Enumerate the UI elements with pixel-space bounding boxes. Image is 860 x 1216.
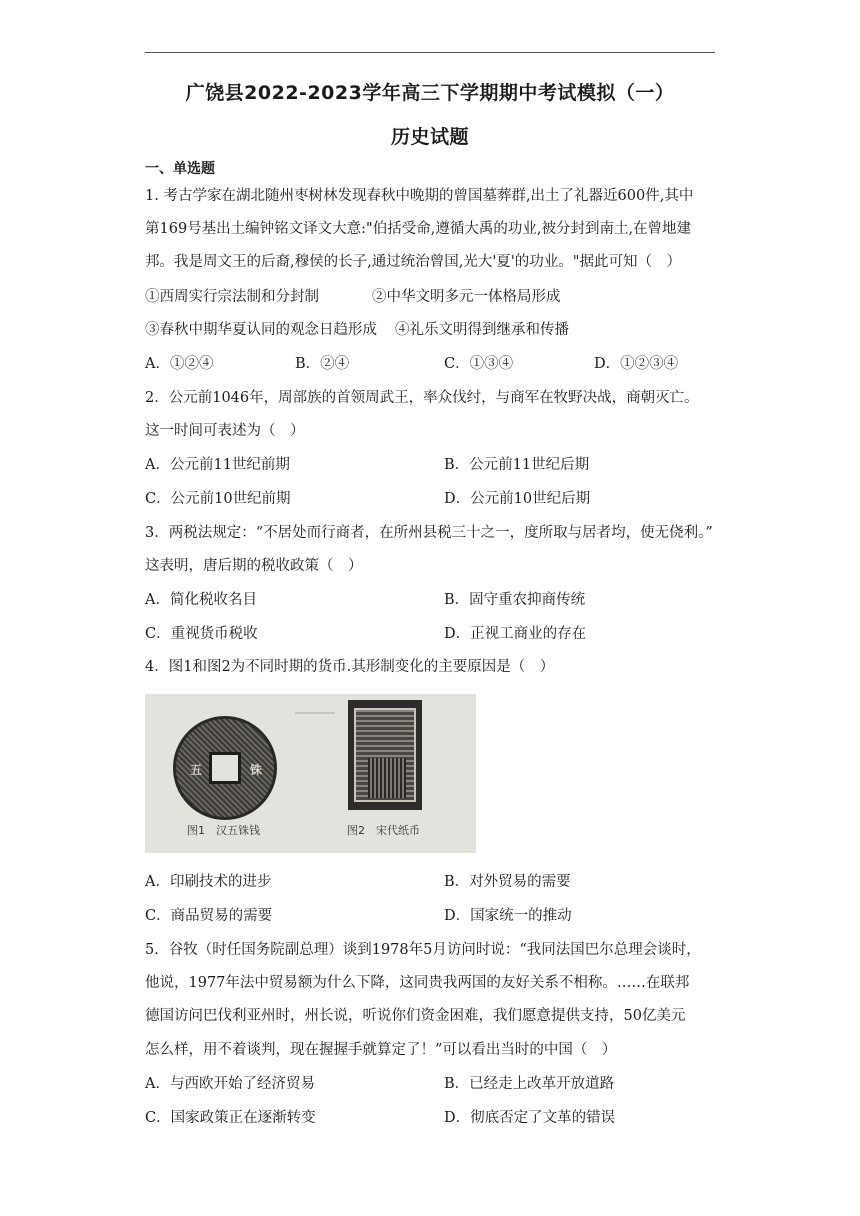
coin-char-left: 五 xyxy=(190,763,203,777)
exam-subtitle: 历史试题 xyxy=(390,126,469,148)
figure1-caption: 图1 汉五铢钱 xyxy=(187,824,260,837)
q2-text-line-1: 2．公元前1046年，周部族的首领周武王，率众伐纣，与商军在牧野决战，商朝灭亡。 xyxy=(145,390,699,406)
q1-statement-2: ②中华文明多元一体格局形成 xyxy=(372,289,561,305)
currency-figure xyxy=(145,694,476,853)
coin-char-right: 铢 xyxy=(250,763,263,777)
section-heading: 一、单选题 xyxy=(145,161,215,177)
q2-option-a[interactable]: A．公元前11世纪前期 xyxy=(145,457,290,473)
note-illustration xyxy=(368,758,406,798)
q3-option-c[interactable]: C．重视货币税收 xyxy=(145,626,258,642)
q3-option-a[interactable]: A．简化税收名目 xyxy=(145,592,257,608)
q1-statement-1: ①西周实行宗法制和分封制 xyxy=(145,289,319,305)
q3-text-line-2: 这表明，唐后期的税收政策（ ） xyxy=(145,558,363,574)
q4-option-d[interactable]: D．国家统一的推动 xyxy=(444,908,572,924)
note-border xyxy=(354,708,416,802)
q3-option-b[interactable]: B．固守重农抑商传统 xyxy=(444,592,586,608)
q1-text-line-3: 邦。我是周文王的后裔,穆侯的长子,通过统治曾国,光大'夏'的功业。"据此可知（ ） xyxy=(145,254,681,270)
q5-option-c[interactable]: C．国家政策正在逐渐转变 xyxy=(145,1110,316,1126)
q4-option-c[interactable]: C．商品贸易的需要 xyxy=(145,908,273,924)
q5-text-line-4: 怎么样，用不着谈判，现在握握手就算定了！”可以看出当时的中国（ ） xyxy=(145,1042,617,1058)
figure-background-mark xyxy=(295,712,335,714)
header-rule xyxy=(145,52,715,53)
q5-text-line-1: 5．谷牧（时任国务院副总理）谈到1978年5月访问时说：“我同法国巴尔总理会谈时， xyxy=(145,942,701,958)
coin-square-hole xyxy=(209,752,241,784)
q5-text-line-2: 他说，1977年法中贸易额为什么下降，这同贵我两国的友好关系不相称。……在联邦 xyxy=(145,975,690,991)
q5-option-d[interactable]: D．彻底否定了文革的错误 xyxy=(444,1110,616,1126)
q5-text-line-3: 德国访问巴伐利亚州时，州长说，听说你们资金困难，我们愿意提供支持，50亿美元 xyxy=(145,1008,686,1024)
q1-option-b[interactable]: B．②④ xyxy=(295,356,350,372)
q2-text-line-2: 这一时间可表述为（ ） xyxy=(145,423,305,439)
q1-option-a[interactable]: A．①②④ xyxy=(145,356,214,372)
q5-option-b[interactable]: B．已经走上改革开放道路 xyxy=(444,1076,615,1092)
q3-text-line-1: 3．两税法规定：“不居处而行商者，在所州县税三十之一，度所取与居者均，使无侥利。” xyxy=(145,525,713,541)
q4-option-b[interactable]: B．对外贸易的需要 xyxy=(444,874,571,890)
q4-option-a[interactable]: A．印刷技术的进步 xyxy=(145,874,272,890)
q4-text-line-1: 4．图1和图2为不同时期的货币.其形制变化的主要原因是（ ） xyxy=(145,659,555,675)
q3-option-d[interactable]: D．正视工商业的存在 xyxy=(444,626,587,642)
q5-option-a[interactable]: A．与西欧开始了经济贸易 xyxy=(145,1076,315,1092)
q1-statement-4: ④礼乐文明得到继承和传播 xyxy=(395,322,569,338)
figure2-caption: 图2 宋代纸币 xyxy=(347,824,420,837)
q2-option-b[interactable]: B．公元前11世纪后期 xyxy=(444,457,590,473)
q1-text-line-2: 第169号基出土编钟铭文译文大意:"伯括受命,遵循大禹的功业,被分封到南土,在曾地建 xyxy=(145,221,692,237)
q2-option-d[interactable]: D．公元前10世纪后期 xyxy=(444,491,591,507)
han-wuzhu-coin-image xyxy=(173,716,277,820)
q1-option-d[interactable]: D．①②③④ xyxy=(594,356,679,372)
q1-text-line-1: 1. 考古学家在湖北随州枣树林发现春秋中晚期的曾国墓葬群,出土了礼器近600件,其中 xyxy=(145,188,694,204)
song-paper-money-image xyxy=(348,700,422,810)
exam-title: 广饶县2022-2023学年高三下学期期中考试模拟（一） xyxy=(185,82,675,104)
q1-option-c[interactable]: C．①③④ xyxy=(444,356,514,372)
q2-option-c[interactable]: C．公元前10世纪前期 xyxy=(145,491,291,507)
q1-statement-3: ③春秋中期华夏认同的观念日趋形成 xyxy=(145,322,377,338)
